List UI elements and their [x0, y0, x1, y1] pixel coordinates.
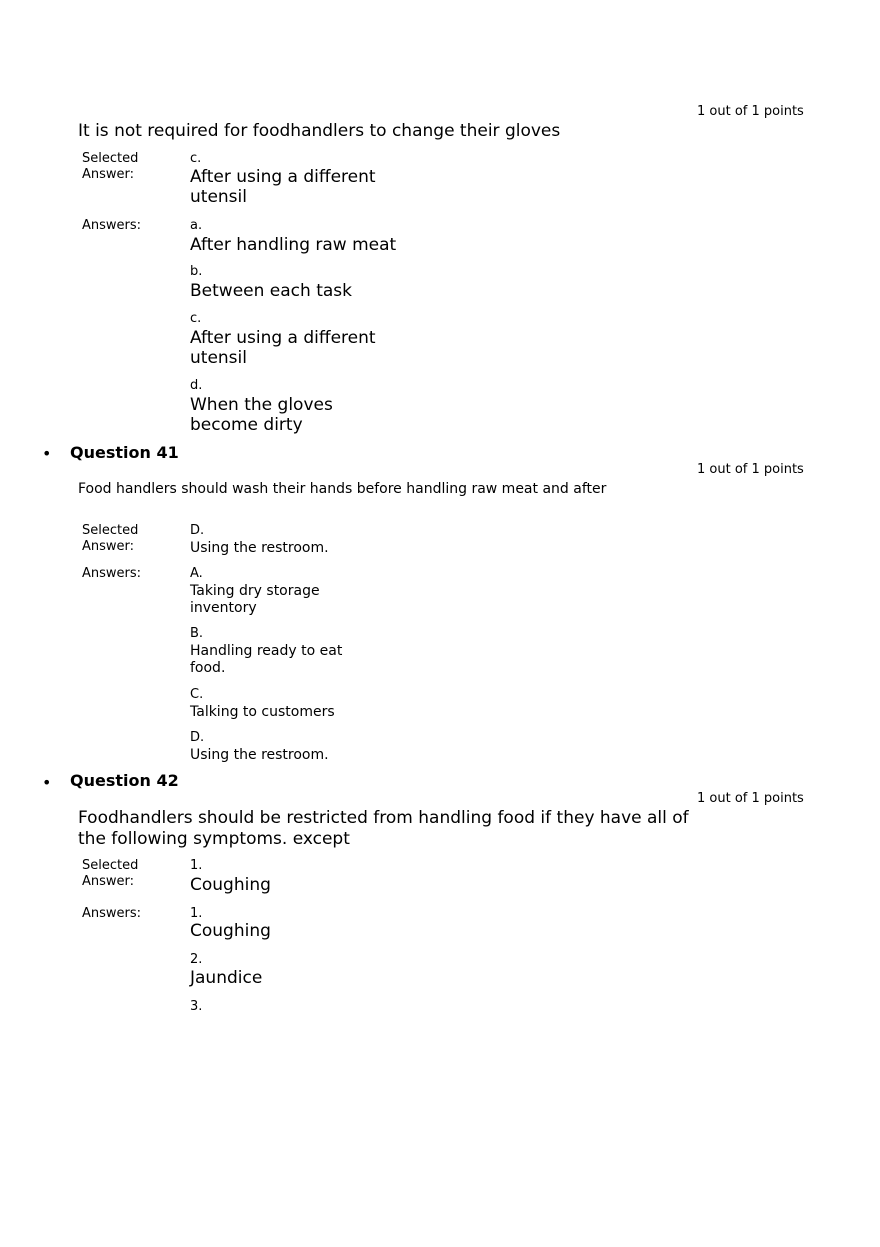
- q40-answers-label: Answers:: [82, 218, 142, 233]
- q41-answer-text: Talking to customers: [190, 704, 335, 720]
- q40-answer-letter: c.: [190, 311, 202, 326]
- q42-selected-label: Selected Answer:: [82, 858, 139, 889]
- q41-selected-text: Using the restroom.: [190, 540, 329, 556]
- q40-answer-text: After handling raw meat: [190, 235, 397, 255]
- q41-selected-label: Selected Answer:: [82, 523, 139, 554]
- q42-points: 1 out of 1 points: [697, 791, 804, 806]
- q41-answer-text: Using the restroom.: [190, 747, 329, 763]
- q41-title: Question 41: [70, 443, 179, 462]
- q40-points: 1 out of 1 points: [697, 104, 804, 119]
- q40-answer-letter: d.: [190, 378, 203, 393]
- q42-bullet: •: [42, 773, 52, 792]
- q40-prompt: It is not required for foodhandlers to change their gloves: [78, 121, 561, 141]
- q40-answer-text: When the gloves become dirty: [190, 395, 333, 435]
- q42-answer-text: Jaundice: [190, 968, 263, 988]
- q41-answer-text: Handling ready to eat food.: [190, 643, 343, 676]
- q42-selected-letter: 1.: [190, 858, 203, 873]
- q41-answer-letter: C.: [190, 687, 204, 702]
- q41-answer-letter: B.: [190, 626, 204, 641]
- q42-answer-letter: 3.: [190, 999, 203, 1014]
- q40-selected-letter: c.: [190, 151, 202, 166]
- q41-answer-letter: A.: [190, 566, 203, 581]
- q42-answer-letter: 1.: [190, 906, 203, 921]
- q41-answer-text: Taking dry storage inventory: [190, 583, 320, 616]
- q40-selected-label: Selected Answer:: [82, 151, 139, 182]
- q40-answer-letter: a.: [190, 218, 203, 233]
- q42-answer-text: Coughing: [190, 921, 271, 941]
- q42-selected-text: Coughing: [190, 875, 271, 895]
- q41-prompt: Food handlers should wash their hands before handling raw meat and after: [78, 481, 607, 497]
- q42-title: Question 42: [70, 771, 179, 790]
- q40-answer-text: Between each task: [190, 281, 352, 301]
- q41-selected-letter: D.: [190, 523, 205, 538]
- q42-answer-letter: 2.: [190, 952, 203, 967]
- q40-answer-letter: b.: [190, 264, 203, 279]
- q41-bullet: •: [42, 444, 52, 463]
- q40-answer-text: After using a different utensil: [190, 328, 376, 368]
- q41-points: 1 out of 1 points: [697, 462, 804, 477]
- q41-answers-label: Answers:: [82, 566, 142, 581]
- q40-selected-text: After using a different utensil: [190, 167, 376, 207]
- q42-answers-label: Answers:: [82, 906, 142, 921]
- q41-answer-letter: D.: [190, 730, 205, 745]
- q42-prompt: Foodhandlers should be restricted from handling food if they have all of the following symptoms. except: [78, 808, 689, 849]
